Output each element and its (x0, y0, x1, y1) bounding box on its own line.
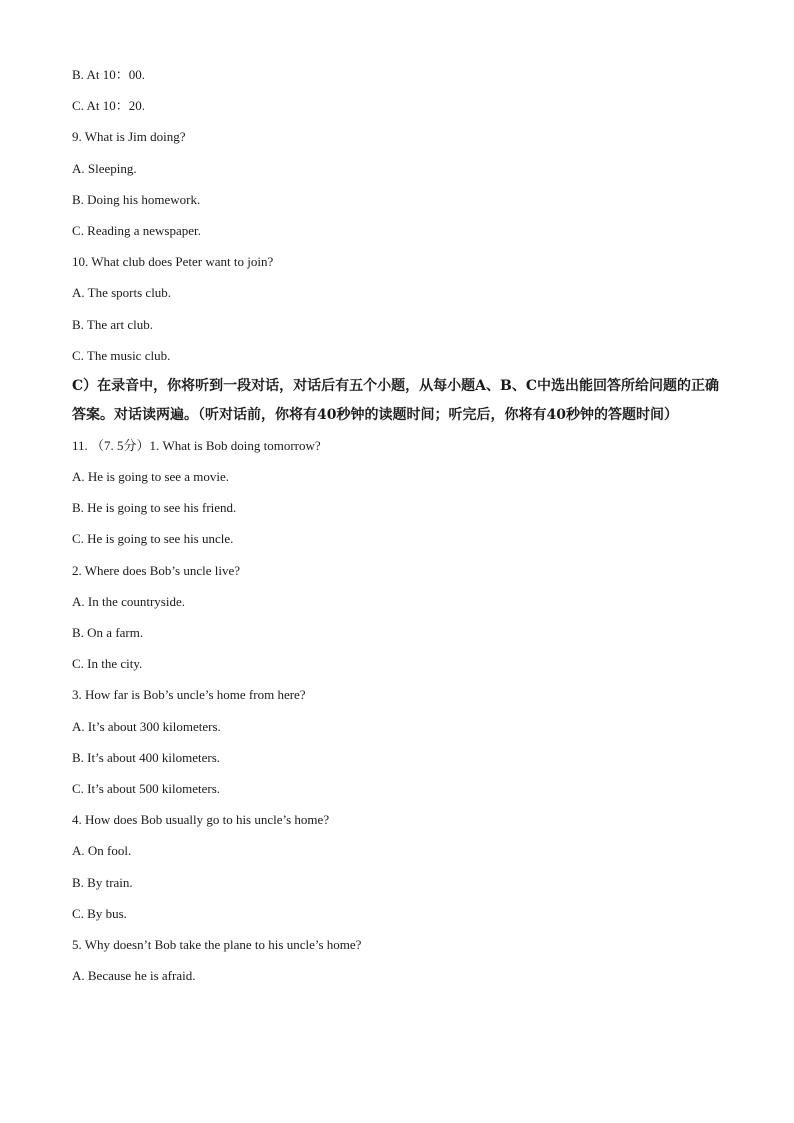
question-11-3: 3. How far is Bob’s uncle’s home from here? (72, 687, 306, 703)
option-b-q10: B. The art club. (72, 316, 153, 332)
section-c-instructions: C）在录音中，你将听到一段对话，对话后有五个小题，从每小题A、B、C中选出能回答所给问题的正确答案。对话读两遍。（听对话前，你将有40秒钟的读题时间；听完后，你将有40秒钟的答题时间） (72, 377, 719, 423)
option-a-q11-4: A. On fool. (72, 843, 132, 859)
question-11-5: 5. Why doesn’t Bob take the plane to his uncle’s home? (72, 936, 362, 952)
question-9: 9. What is Jim doing? (72, 129, 186, 145)
option-c-q8: C. At 10：20. (72, 98, 145, 114)
page-content (72, 66, 722, 998)
option-a-q11-2: A. In the countryside. (72, 593, 186, 609)
option-b-q11-3: B. It’s about 400 kilometers. (72, 749, 221, 765)
option-a-q11-3: A. It’s about 300 kilometers. (72, 718, 221, 734)
question-11-2: 2. Where does Bob’s uncle live? (72, 562, 240, 578)
question-10: 10. What club does Peter want to join? (72, 254, 274, 270)
question-11-4: 4. How does Bob usually go to his uncle’s home? (72, 812, 330, 828)
option-c-q11-4: C. By bus. (72, 905, 127, 921)
option-b-q9: B. Doing his homework. (72, 191, 201, 207)
option-c-q9: C. Reading a newspaper. (72, 222, 201, 238)
option-a-q9: A. Sleeping. (72, 160, 137, 176)
option-a-q11-5: A. Because he is afraid. (72, 968, 196, 984)
option-b-q11-4: B. By train. (72, 874, 133, 890)
option-b-q11-1: B. He is going to see his friend. (72, 500, 237, 516)
option-c-q11-3: C. It’s about 500 kilometers. (72, 780, 221, 796)
question-11-1: 11. （7. 5分）1. What is Bob doing tomorrow? (72, 437, 321, 453)
option-b-q11-2: B. On a farm. (72, 625, 144, 640)
option-a-q11-1: A. He is going to see a movie. (72, 469, 230, 485)
option-c-q11-2: C. In the city. (72, 656, 143, 672)
option-b-q8: B. At 10：00. (72, 67, 145, 82)
option-a-q10: A. The sports club. (72, 285, 172, 301)
option-c-q11-1: C. He is going to see his uncle. (72, 531, 234, 547)
option-c-q10: C. The music club. (72, 347, 171, 363)
